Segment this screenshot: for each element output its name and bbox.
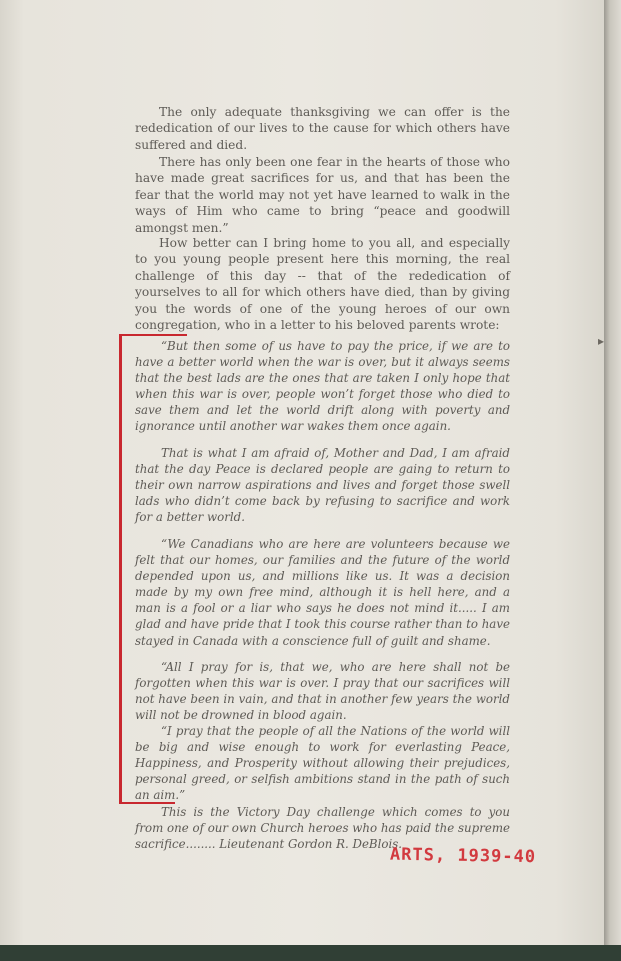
book-spine (604, 0, 621, 945)
quote-price: “But then some of us have to pay the price, if we are to have a better world when the war is over, but it always seems that the best lads are the ones that are taken I only hope that when this war is over, people won’t forget those who died to save them and let the world drift along with poverty and ignorance until another war wakes them once again. (135, 339, 510, 434)
quote-pray-forgotten: “All I pray for is, that we, who are here shall not be forgotten when this war is over. I pray that our sacrifices will not have been in vain, and that in another few years the world will not be drowned in blood again. (135, 660, 510, 723)
paragraph-rededication: The only adequate thanksgiving we can offer is the rededication of our lives to the cause for which others have suffered and died. (135, 105, 510, 152)
page-edge-mark: ▸ (598, 334, 605, 348)
quote-pray-nations: “I pray that the people of all the Nations of the world will be big and wise enough to work for everlasting Peace, Happiness, and Prosperity without allowing their prejudices, personal greed, or selfish ambitions stand in the path of such an aim.” (135, 724, 510, 803)
closing-dedication: This is the Victory Day challenge which comes to you from one of our own Church heroes who has paid the supreme sacrifice........ Lieutenant Gordon R. DeBlois. (135, 805, 510, 852)
quote-canadians: “We Canadians who are here are volunteers because we felt that our homes, our families and the future of the world depended upon us, and millions like us. It was a decision made by my own free mind, although it is hell here, and a man is a fool or a liar who says he does not mind it..... I am glad and have pride that I took this course rather than to have stayed in Canada with a conscience full of guilt and shame. (135, 537, 510, 648)
red-bracket-top (119, 334, 187, 336)
paragraph-challenge: How better can I bring home to you all, and especially to you young people present here this morning, the real challenge of this day -- that of the rededication of yourselves to all for which others have died, than by giving you the words of one of the young heroes of our own congregation, who in a letter to his beloved parents wrote: (135, 236, 510, 333)
paragraph-fear: There has only been one fear in the hearts of those who have made great sacrifices for us, and that has been the fear that the world may not yet have learned to walk in the ways of Him who came to bring “peace and goodwill amongst men.” (135, 155, 510, 235)
quote-afraid: That is what I am afraid of, Mother and Dad, I am afraid that the day Peace is declared people are gaing to return to their own narrow aspirations and lives and forget those swell lads who didn’t come back by refusing to sacrifice and work for a better world. (135, 446, 510, 525)
background-edge (0, 945, 621, 961)
red-margin-bracket (119, 334, 122, 804)
handwritten-annotation: ARTS, 1939-40 (389, 844, 537, 868)
